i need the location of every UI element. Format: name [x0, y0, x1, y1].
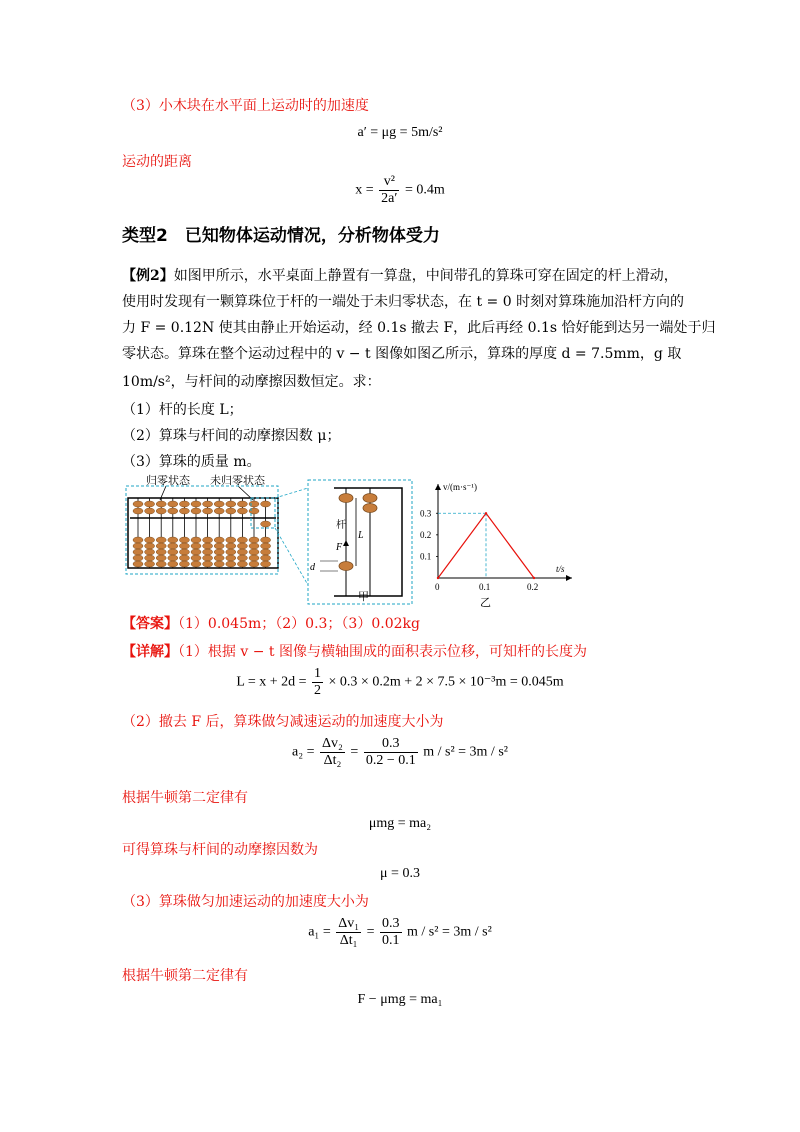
bead-icon: [191, 537, 201, 543]
x-axis-label: t/s: [556, 564, 565, 574]
bead-icon: [145, 537, 155, 543]
bead-icon: [261, 501, 271, 507]
detail-text-5: （3）算珠做匀加速运动的加速度大小为: [122, 894, 369, 910]
bead-icon: [203, 543, 213, 549]
x-axis-arrow: [566, 575, 572, 581]
y-axis-label: v/(m·s⁻¹): [443, 482, 477, 492]
equation-mu-2: μ = 0.3: [380, 866, 420, 881]
bead-icon: [203, 501, 213, 507]
bead-icon: [145, 561, 155, 567]
x-tick-label: 0.1: [479, 582, 491, 592]
bead-icon: [156, 537, 166, 543]
bead-icon: [145, 508, 155, 514]
chart-caption: 乙: [480, 596, 491, 608]
x-tick-label: 0: [435, 582, 440, 592]
bead-icon: [179, 561, 189, 567]
equation-a1: a₁ = $\frac{\text{Δv₁}}{\text{Δt₁}}$ = $\frac{0.3}{0.1}$ m / s² = 3m / s²: [308, 916, 492, 948]
bead-icon: [168, 537, 178, 543]
abacus-rods: [133, 498, 271, 568]
bead-icon: [133, 549, 143, 555]
bead-icon: [133, 508, 143, 514]
eq-a1-fraction-1: [336, 916, 361, 949]
eq-a1-rhs: m / s² = 3m / s²: [407, 924, 492, 940]
detail-text-4: 可得算珠与杆间的动摩擦因数为: [122, 842, 318, 858]
abacus-zoom-figure: [306, 478, 416, 608]
eq-a2-den-1: Δt₂: [323, 753, 342, 768]
bead-icon: [168, 561, 178, 567]
bead-icon: [249, 543, 259, 549]
L-label: L: [358, 530, 364, 541]
bead-icon: [261, 537, 271, 543]
bead-icon: [133, 537, 143, 543]
bead-icon: [237, 549, 247, 555]
detail-text-1: （1）根据 v − t 图像与横轴围成的面积表示位移，可知杆的长度为: [178, 644, 587, 660]
bead-icon: [191, 508, 201, 514]
bead-icon: [168, 508, 178, 514]
eq-a1-fraction-2: [380, 916, 402, 949]
eq-x-num: v²: [379, 174, 399, 191]
bead-icon: [339, 562, 353, 571]
eq-a1-num-1: Δv₁: [338, 916, 360, 931]
bead-icon: [226, 543, 236, 549]
bead-icon: [156, 549, 166, 555]
bead-icon: [249, 549, 259, 555]
bead-icon: [203, 561, 213, 567]
example-line-3: 力 F = 0.12N 使其由静止开始运动，经 0.1s 撤去 F，此后再经 0.1s 恰好能到达另一端处于归: [122, 320, 716, 336]
example-line-5: 10m/s²，与杆间的动摩擦因数恒定。求：: [122, 374, 381, 390]
x-tick-label: 0.2: [527, 582, 539, 592]
d-label: d: [310, 562, 315, 573]
abacus-label-right: 未归零状态: [210, 474, 265, 487]
bead-icon: [226, 537, 236, 543]
abacus-label-left: 归零状态: [146, 474, 190, 487]
bead-icon: [145, 501, 155, 507]
bead-icon: [249, 537, 259, 543]
bead-icon: [168, 549, 178, 555]
equation-a-prime: a′ = μg = 5m/s²: [357, 125, 443, 140]
bead-icon: [168, 555, 178, 561]
equation-mu-1: μmg = ma₂: [368, 816, 432, 831]
eq-L-fraction: [312, 666, 323, 699]
bead-icon: [133, 543, 143, 549]
bead-icon: [214, 555, 224, 561]
eq-L-den: 2: [314, 683, 322, 698]
equation-a2: a₂ = $\frac{\text{Δv₂}}{\text{Δt₂}}$ = $\frac{0.3}{0.2 - 0.1}$ m / s² = 3m / s²: [292, 736, 508, 768]
distance-label: 运动的距离: [122, 154, 192, 170]
bead-icon: [203, 537, 213, 543]
y-tick-label: 0.1: [420, 551, 432, 562]
bead-icon: [203, 508, 213, 514]
section-heading: 类型2 已知物体运动情况，分析物体受力: [122, 226, 440, 246]
bead-icon: [237, 561, 247, 567]
equation-L: [0, 666, 800, 699]
eq-a2-den-2: 0.2 − 0.1: [365, 753, 416, 768]
bead-icon: [156, 508, 166, 514]
bead-icon: [237, 543, 247, 549]
bead-icon: [133, 561, 143, 567]
bead-icon: [339, 494, 353, 503]
bead-icon: [145, 549, 155, 555]
vt-chart: [416, 478, 576, 608]
eq-x-rhs: = 0.4m: [404, 182, 445, 198]
bead-icon: [179, 501, 189, 507]
bead-icon: [249, 561, 259, 567]
bead-icon: [145, 555, 155, 561]
eq-a2-rhs: m / s² = 3m / s²: [423, 744, 508, 760]
bead-icon: [261, 543, 271, 549]
bead-icon: [191, 501, 201, 507]
eq-a2-num-2: 0.3: [364, 736, 418, 753]
bead-icon: [179, 537, 189, 543]
eq-a1-lhs: a₁ =: [308, 924, 331, 940]
bead-icon: [249, 555, 259, 561]
bead-icon: [156, 543, 166, 549]
bead-icon: [261, 555, 271, 561]
bead-icon: [145, 543, 155, 549]
bead-icon: [226, 555, 236, 561]
bead-icon: [168, 501, 178, 507]
bead-icon: [156, 501, 166, 507]
eq-a2-num-1: Δv₂: [322, 736, 343, 751]
bead-icon: [226, 549, 236, 555]
part3-intro: （3）小木块在水平面上运动时的加速度: [122, 98, 369, 114]
eq-a2-fraction-1: [320, 736, 345, 769]
bead-icon: [214, 508, 224, 514]
F-label: F: [336, 542, 343, 553]
bead-icon: [179, 543, 189, 549]
y-tick-label: 0.3: [420, 508, 432, 519]
bead-icon: [214, 501, 224, 507]
detail-text-6: 根据牛顿第二定律有: [122, 968, 248, 984]
bead-icon: [191, 561, 201, 567]
bead-icon: [237, 555, 247, 561]
answer-line: [122, 614, 420, 634]
bead-icon: [237, 537, 247, 543]
bead-icon: [363, 494, 377, 503]
y-tick-label: 0.2: [420, 529, 432, 540]
bead-icon: [133, 555, 143, 561]
example-line-1: [122, 266, 678, 286]
bead-icon: [179, 508, 189, 514]
bead-icon: [156, 561, 166, 567]
eq-a1-den-1: Δt₁: [339, 933, 358, 948]
bead-icon: [261, 521, 271, 527]
question-1: （1）杆的长度 L；: [122, 402, 243, 418]
equation-x: [0, 174, 800, 207]
eq-a2-lhs: a₂ =: [292, 744, 315, 760]
data-point: [533, 577, 535, 579]
eq-x-lhs: x =: [355, 182, 374, 198]
eq-a1-den-2: 0.1: [382, 933, 400, 948]
bead-icon: [156, 555, 166, 561]
equation-F: F − μmg = ma₁: [357, 992, 443, 1007]
data-point: [485, 512, 487, 514]
eq-L-lhs: L = x + 2d =: [236, 674, 307, 690]
data-point: [437, 577, 439, 579]
bead-icon: [214, 537, 224, 543]
eq-a1-num-2: 0.3: [382, 916, 400, 931]
bead-icon: [133, 501, 143, 507]
eq-x-fraction: [379, 174, 399, 207]
bead-icon: [226, 501, 236, 507]
bead-icon: [179, 549, 189, 555]
example-line-4: 零状态。算珠在整个运动过程中的 v − t 图像如图乙所示，算珠的厚度 d = 7.5mm，g 取: [122, 346, 682, 362]
bead-icon: [261, 549, 271, 555]
eq-L-rhs: × 0.3 × 0.2m + 2 × 7.5 × 10⁻³m = 0.045m: [328, 674, 564, 690]
bead-icon: [179, 555, 189, 561]
bead-icon: [226, 508, 236, 514]
bead-icon: [237, 501, 247, 507]
example-tag: 【例2】: [122, 268, 174, 284]
eq-x-den: 2a′: [381, 191, 398, 206]
bead-icon: [261, 561, 271, 567]
bead-icon: [168, 543, 178, 549]
bead-icon: [191, 543, 201, 549]
bead-icon: [203, 555, 213, 561]
rod-label: 杆: [336, 520, 346, 531]
detail-line-1: [122, 642, 587, 662]
question-3: （3）算珠的质量 m。: [122, 454, 261, 470]
question-2: （2）算珠与杆间的动摩擦因数 μ；: [122, 428, 341, 444]
eq-L-num: 1: [314, 666, 322, 681]
y-axis-arrow: [435, 484, 441, 490]
bead-icon: [191, 555, 201, 561]
eq-a2-fraction-2: [364, 736, 418, 769]
bead-icon: [363, 504, 377, 513]
answer-tag: 【答案】: [122, 616, 178, 632]
detail-text-3: 根据牛顿第二定律有: [122, 790, 248, 806]
answer-text: （1）0.045m；（2）0.3；（3）0.02kg: [178, 616, 420, 632]
figure-jia-caption: 甲: [358, 590, 369, 603]
detail-tag: 【详解】: [122, 644, 178, 660]
bead-icon: [214, 549, 224, 555]
bead-icon: [214, 543, 224, 549]
bead-icon: [214, 561, 224, 567]
bead-icon: [203, 549, 213, 555]
bead-icon: [226, 561, 236, 567]
example-line-2: 使用时发现有一颗算珠位于杆的一端处于未归零状态，在 t = 0 时刻对算珠施加沿杆方向的: [122, 294, 685, 310]
bead-icon: [237, 508, 247, 514]
example-text-1: 如图甲所示，水平桌面上静置有一算盘，中间带孔的算珠可穿在固定的杆上滑动，: [173, 268, 678, 284]
detail-text-2: （2）撤去 F 后，算珠做匀减速运动的加速度大小为: [122, 714, 444, 730]
bead-icon: [191, 549, 201, 555]
